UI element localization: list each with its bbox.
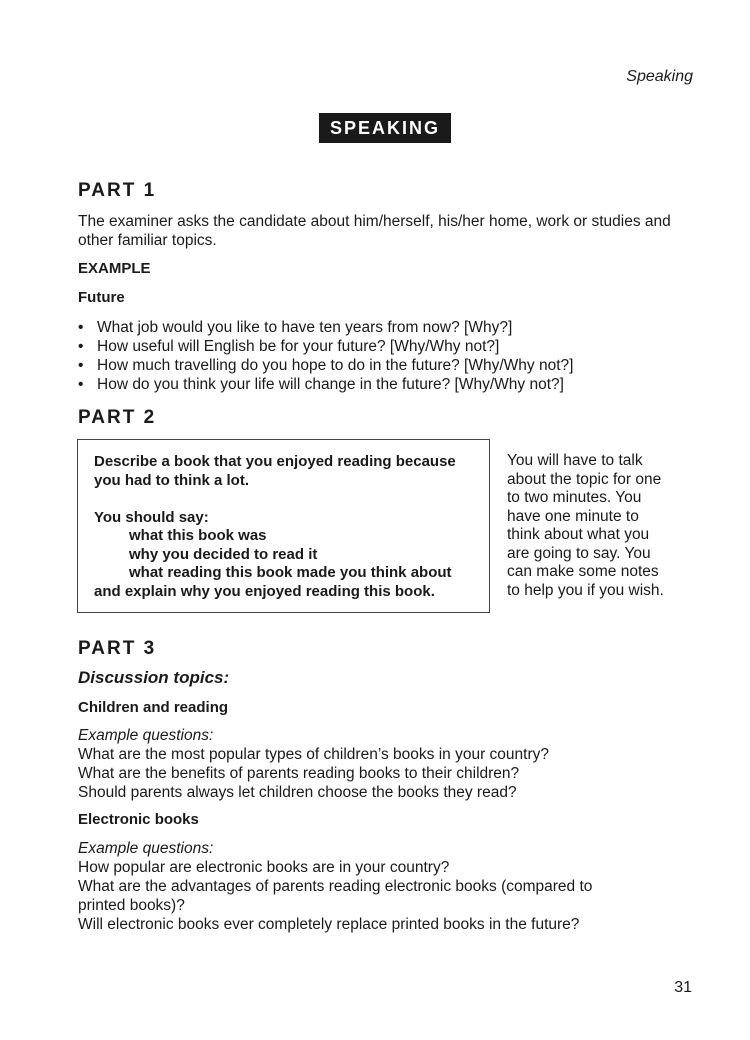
part1-topic: Future (78, 289, 125, 306)
part3-heading: PART 3 (78, 638, 157, 659)
cue-card-prompt-line: you had to think a lot. (94, 471, 249, 489)
part2-heading: PART 2 (78, 407, 157, 428)
part1-heading: PART 1 (78, 180, 157, 201)
topic-questions (78, 726, 698, 802)
example-label: EXAMPLE (78, 260, 151, 277)
cue-card-closing: and explain why you enjoyed reading this book. (94, 582, 435, 600)
cue-card-should-say: You should say: (94, 508, 209, 526)
instruction-line: about the topic for one (507, 470, 662, 488)
question-line: What are the advantages of parents reading electronic books (compared to printed books)? (78, 878, 593, 914)
question-line: Will electronic books ever completely replace printed books in the future? (78, 916, 580, 933)
instruction-line: have one minute to (507, 507, 639, 525)
cue-card-point: what reading this book made you think about (129, 564, 452, 581)
cue-card (77, 439, 490, 613)
question-line: What are the most popular types of children’s books in your country? (78, 746, 549, 763)
question-line: What are the benefits of parents reading books to their children? (78, 765, 520, 782)
part1-intro: The examiner asks the candidate about him/herself, his/her home, work or studies and other familiar topics. (78, 213, 671, 249)
instruction-line: You will have to talk (507, 452, 643, 469)
cue-card-prompt-line: Describe a book that you enjoyed reading because (94, 453, 456, 470)
question-line: Should parents always let children choose the books they read? (78, 784, 517, 801)
part2-instructions (507, 452, 677, 600)
example-questions-label: Example questions: (78, 727, 214, 744)
section-banner: SPEAKING (319, 113, 451, 143)
instruction-line: think about what you (507, 526, 650, 543)
topic-title: Children and reading (78, 699, 229, 716)
instruction-line: can make some notes (507, 563, 659, 580)
list-item: • What job would you like to have ten years from now? [Why?] (78, 318, 698, 337)
instruction-line: to two minutes. You (507, 489, 642, 506)
page-number: 31 (674, 979, 692, 996)
discussion-topics-label: Discussion topics: (78, 668, 230, 687)
list-item: • How much travelling do you hope to do in the future? [Why/Why not?] (78, 356, 698, 375)
instruction-line: to help you if you wish. (507, 581, 664, 599)
part1-question-list (78, 318, 698, 394)
cue-card-point: why you decided to read it (129, 545, 318, 563)
list-item: • How useful will English be for your future? [Why/Why not?] (78, 337, 698, 356)
topic-questions (78, 839, 618, 934)
running-head: Speaking (626, 68, 693, 85)
example-questions-label: Example questions: (78, 840, 214, 857)
topic-title: Electronic books (78, 811, 199, 828)
list-item: • How do you think your life will change in the future? [Why/Why not?] (78, 375, 698, 394)
cue-card-point: what this book was (129, 527, 267, 544)
instruction-line: are going to say. You (507, 544, 651, 562)
question-line: How popular are electronic books are in your country? (78, 859, 450, 876)
